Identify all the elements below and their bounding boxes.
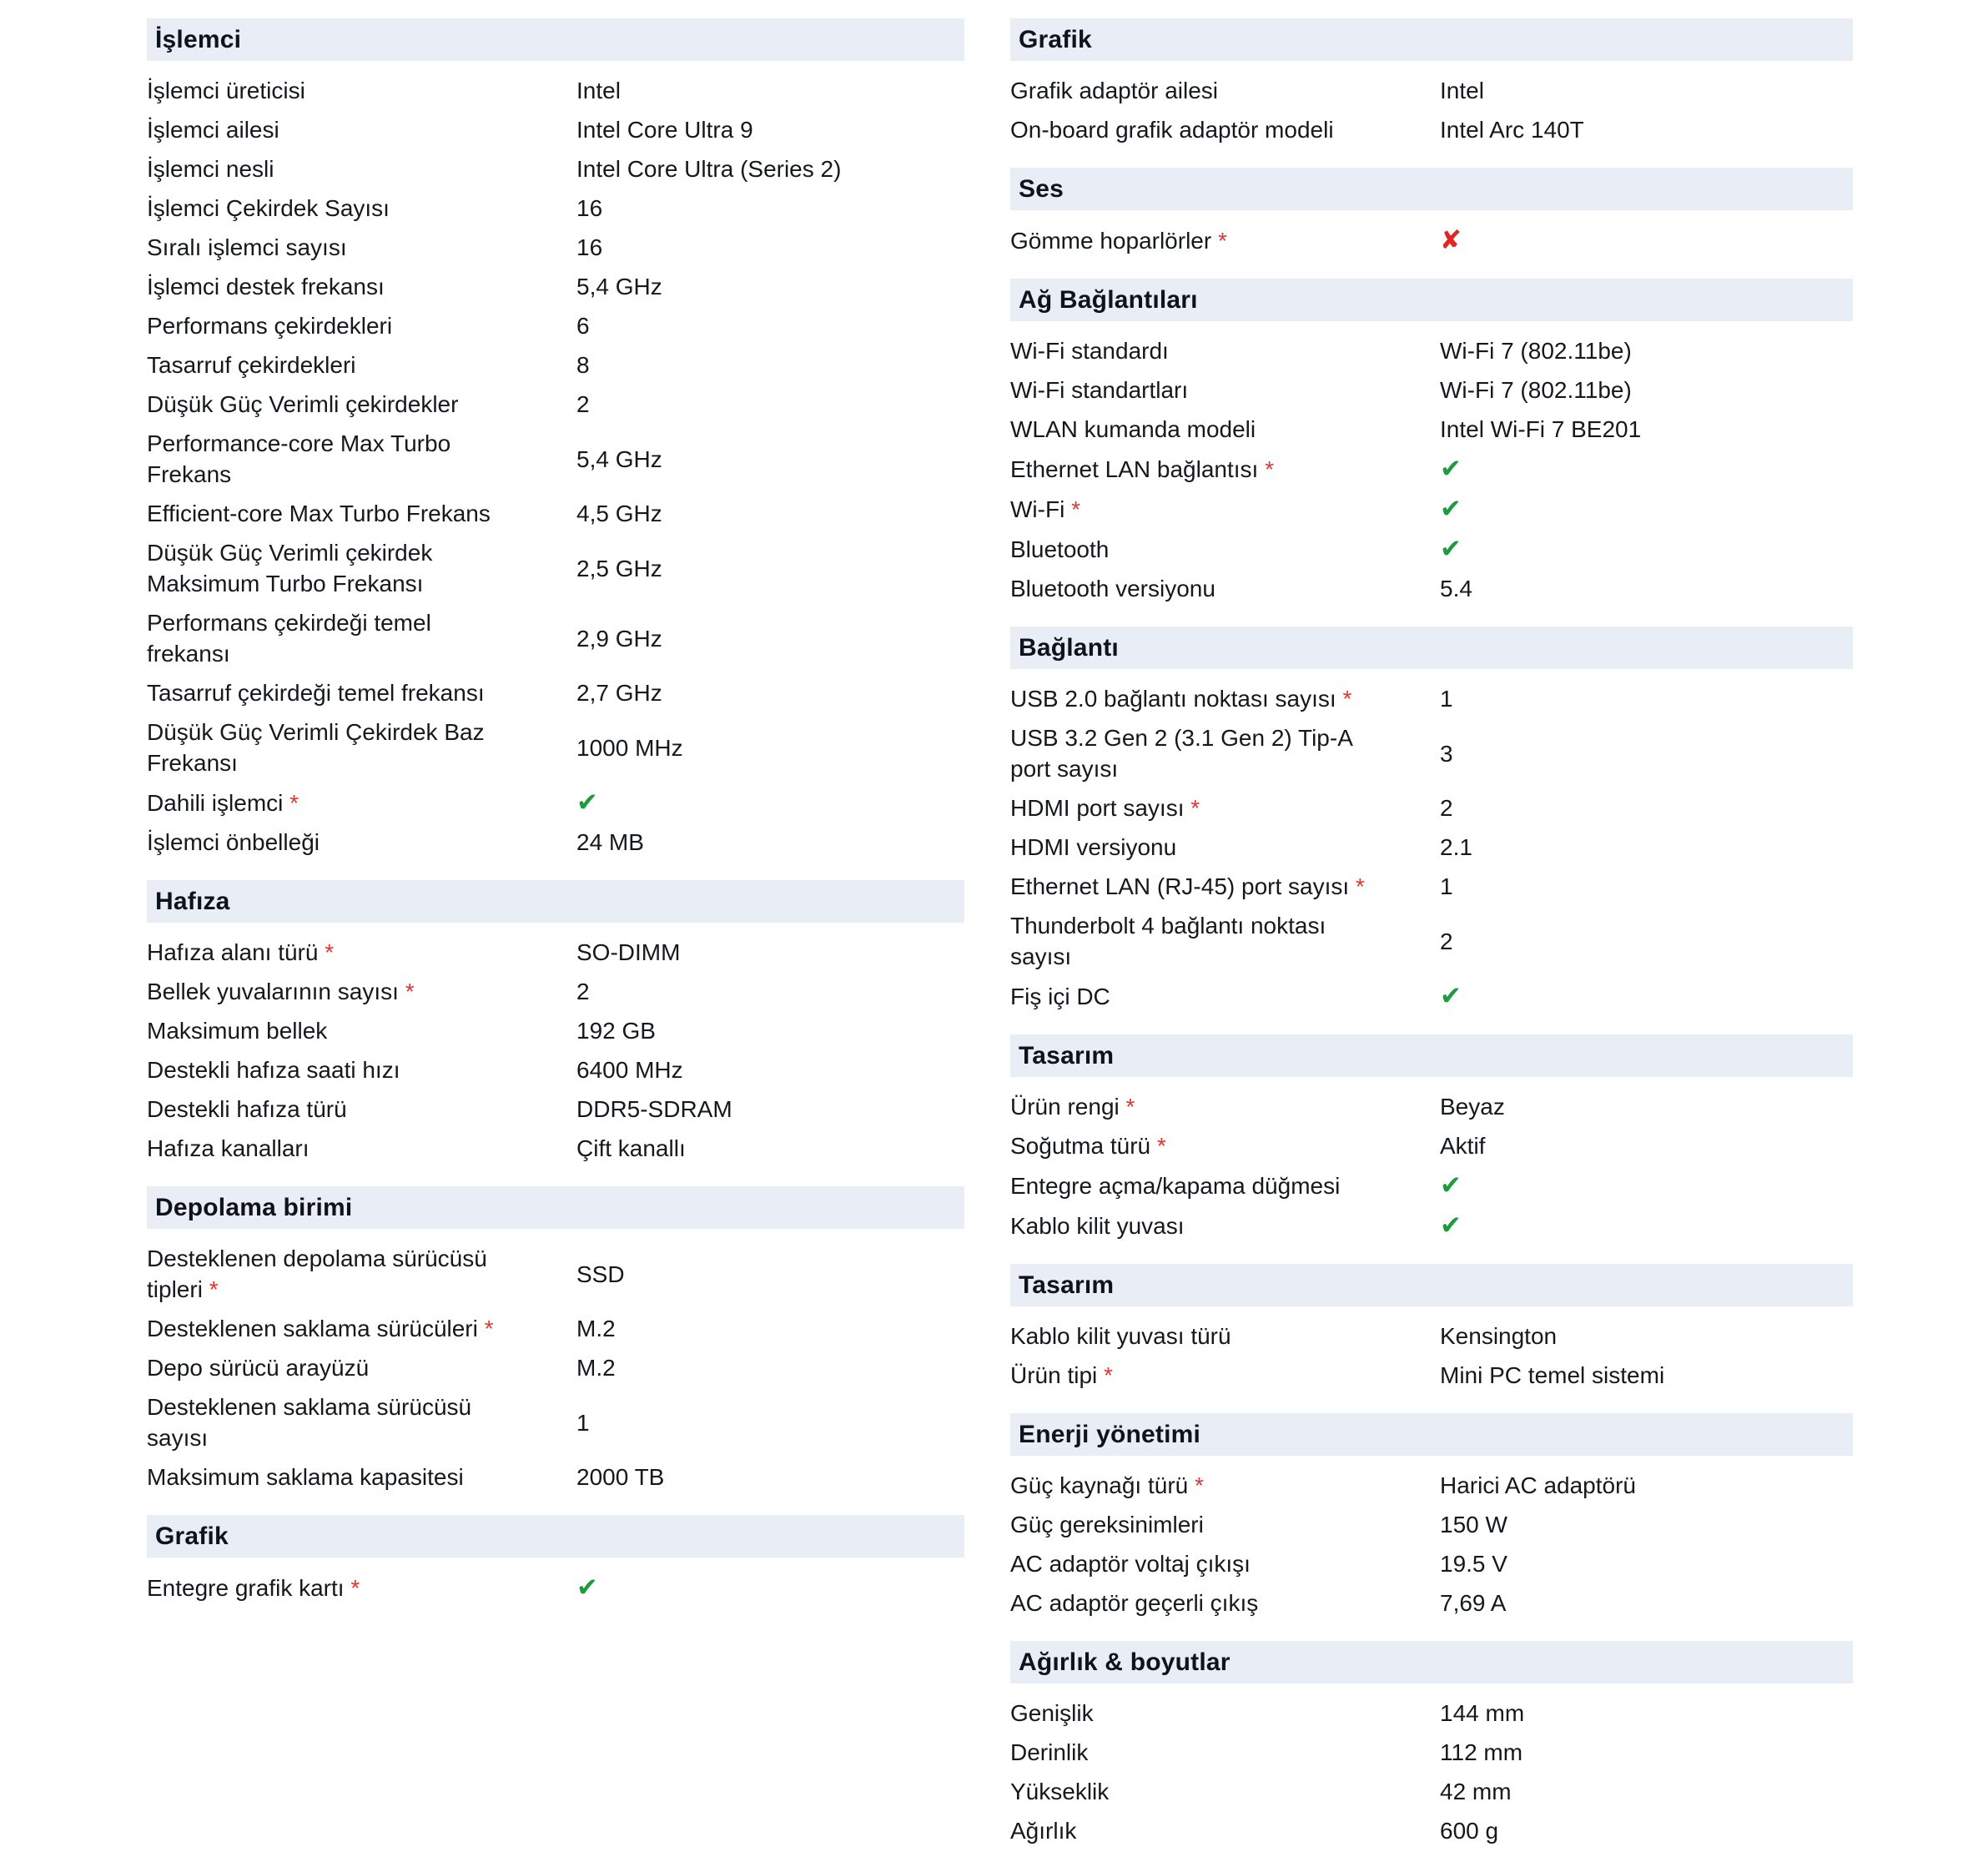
required-asterisk: * [202, 1276, 219, 1302]
spec-row [1010, 449, 1853, 489]
spec-value: Intel Core Ultra 9 [576, 117, 753, 143]
spec-label [1010, 1470, 1440, 1501]
spec-row [1010, 1544, 1853, 1583]
spec-label-text: HDMI versiyonu [1010, 834, 1177, 860]
required-asterisk: * [1336, 686, 1352, 712]
spec-row [147, 424, 964, 494]
spec-row [147, 189, 964, 228]
section-title: Ağırlık & boyutlar [1019, 1648, 1231, 1676]
spec-label [147, 1391, 576, 1453]
spec-label [147, 153, 576, 184]
spec-label [147, 1352, 576, 1383]
section-title: Tasarım [1019, 1041, 1115, 1069]
spec-value: DDR5-SDRAM [576, 1096, 732, 1122]
spec-label [147, 232, 576, 263]
required-asterisk: * [318, 939, 335, 965]
spec-row [147, 603, 964, 673]
check-icon: ✔ [1440, 981, 1462, 1010]
spec-label [1010, 1130, 1440, 1161]
section-header [147, 1186, 964, 1229]
spec-label [147, 75, 576, 106]
check-icon: ✔ [576, 1573, 598, 1602]
spec-row [1010, 1126, 1853, 1165]
spec-label-text: Wi-Fi standardı [1010, 338, 1169, 364]
spec-label-text: USB 3.2 Gen 2 (3.1 Gen 2) Tip-A port sayısı [1010, 725, 1352, 782]
spec-row [147, 783, 964, 823]
spec-label [1010, 1776, 1440, 1807]
required-asterisk: * [1349, 873, 1365, 899]
spec-row [1010, 788, 1853, 828]
section-title: Tasarım [1019, 1271, 1115, 1299]
spec-row [147, 933, 964, 972]
spec-row [1010, 110, 1853, 149]
spec-row [147, 673, 964, 712]
spec-row [1010, 220, 1853, 260]
spec-value: 2 [1440, 928, 1453, 954]
section-header [1010, 1641, 1853, 1683]
spec-value [1440, 493, 1853, 525]
spec-label [147, 1094, 576, 1125]
spec-label [147, 1462, 576, 1492]
spec-value [1440, 453, 1853, 485]
spec-value: 19.5 V [1440, 1551, 1507, 1577]
spec-label [1010, 454, 1440, 485]
spec-value: Mini PC temel sistemi [1440, 1362, 1665, 1388]
spec-label [147, 1015, 576, 1046]
spec-label [147, 114, 576, 145]
spec-label-text: Wi-Fi standartları [1010, 377, 1189, 403]
spec-value [576, 787, 964, 818]
spec-label [147, 677, 576, 708]
spec-label [147, 1313, 576, 1344]
spec-value: Aktif [1440, 1133, 1486, 1159]
spec-row [147, 1129, 964, 1168]
spec-label [1010, 871, 1440, 902]
spec-label-text: HDMI port sayısı [1010, 795, 1185, 821]
section-header [147, 1515, 964, 1558]
required-asterisk: * [344, 1574, 360, 1601]
spec-value: Intel Core Ultra (Series 2) [576, 156, 842, 182]
spec-label [1010, 1360, 1440, 1391]
spec-row [1010, 569, 1853, 608]
spec-column-left [147, 0, 964, 1608]
spec-label [147, 607, 576, 669]
required-asterisk: * [283, 789, 299, 816]
spec-label-text: Fiş içi DC [1010, 983, 1110, 1009]
spec-label-text: Entegre grafik kartı [147, 1574, 345, 1601]
spec-value: M.2 [576, 1316, 616, 1341]
spec-label [1010, 225, 1440, 256]
spec-label-text: Performance-core Max Turbo Frekans [147, 430, 451, 487]
spec-label-text: İşlemci nesli [147, 156, 274, 182]
spec-label-text: İşlemci ailesi [147, 117, 279, 143]
spec-value: Çift kanallı [576, 1135, 686, 1161]
spec-row [147, 1011, 964, 1050]
spec-row [1010, 1205, 1853, 1246]
spec-row [1010, 1316, 1853, 1356]
spec-value: 1000 MHz [576, 734, 683, 761]
spec-row [147, 306, 964, 345]
spec-label-text: Desteklenen saklama sürücüsü sayısı [147, 1394, 472, 1451]
spec-value: Harici AC adaptörü [1440, 1472, 1637, 1498]
spec-row [1010, 410, 1853, 449]
spec-label-text: Ürün rengi [1010, 1094, 1120, 1120]
spec-column-right [1010, 0, 1853, 1850]
spec-value: 16 [576, 234, 603, 260]
spec-label [147, 976, 576, 1007]
spec-value: 42 mm [1440, 1779, 1512, 1804]
spec-value: 6 [576, 313, 590, 339]
section-title: İşlemci [155, 25, 242, 53]
spec-label [1010, 1588, 1440, 1618]
spec-label [1010, 832, 1440, 863]
spec-label-text: Hafıza kanalları [147, 1135, 310, 1161]
spec-row [147, 712, 964, 783]
section-title: Ses [1019, 174, 1064, 203]
spec-label-text: Bluetooth versiyonu [1010, 576, 1215, 601]
spec-label-text: Maksimum saklama kapasitesi [147, 1464, 464, 1490]
required-asterisk: * [1119, 1094, 1135, 1120]
spec-row [147, 1348, 964, 1387]
spec-value: 2 [1440, 795, 1453, 821]
check-icon: ✔ [1440, 1210, 1462, 1240]
spec-label [1010, 494, 1440, 525]
spec-label [1010, 534, 1440, 565]
section-title: Enerji yönetimi [1019, 1420, 1201, 1448]
spec-label-text: Destekli hafıza saati hızı [147, 1057, 400, 1083]
spec-value: SO-DIMM [576, 939, 681, 965]
spec-label [1010, 414, 1440, 445]
spec-label-text: Kablo kilit yuvası türü [1010, 1323, 1231, 1349]
spec-label [147, 537, 576, 599]
section-header [1010, 168, 1853, 210]
spec-label [147, 1133, 576, 1164]
spec-label-text: Performans çekirdekleri [147, 313, 393, 339]
spec-label-text: Dahili işlemci [147, 789, 284, 816]
spec-label [1010, 1548, 1440, 1579]
spec-row [1010, 1356, 1853, 1395]
spec-row [1010, 71, 1853, 110]
spec-value: 2000 TB [576, 1464, 665, 1490]
spec-value: Beyaz [1440, 1094, 1505, 1120]
spec-value [1440, 533, 1853, 565]
spec-value: 144 mm [1440, 1700, 1525, 1726]
spec-label-text: Grafik adaptör ailesi [1010, 78, 1219, 103]
spec-label [1010, 335, 1440, 366]
spec-row [147, 149, 964, 189]
required-asterisk: * [398, 979, 415, 1004]
spec-value: SSD [576, 1261, 625, 1287]
spec-value: 2,5 GHz [576, 555, 662, 581]
spec-value: 5,4 GHz [576, 274, 662, 299]
spec-label-text: Efficient-core Max Turbo Frekans [147, 501, 491, 526]
spec-row [1010, 976, 1853, 1016]
spec-label [147, 1054, 576, 1085]
spec-label [147, 937, 576, 968]
spec-label [1010, 1321, 1440, 1351]
spec-label [1010, 1210, 1440, 1241]
spec-label-text: Düşük Güç Verimli Çekirdek Baz Frekansı [147, 719, 485, 776]
spec-value: 3 [1440, 740, 1453, 767]
spec-label-text: Depo sürücü arayüzü [147, 1355, 370, 1381]
spec-row [1010, 679, 1853, 718]
spec-label-text: Tasarruf çekirdekleri [147, 352, 356, 378]
spec-value: 7,69 A [1440, 1590, 1507, 1616]
spec-label-text: AC adaptör geçerli çıkış [1010, 1590, 1259, 1616]
spec-value [1440, 1170, 1853, 1201]
spec-label [147, 1243, 576, 1305]
spec-row [1010, 370, 1853, 410]
spec-value [1440, 980, 1853, 1012]
spec-label-text: Derinlik [1010, 1739, 1089, 1765]
spec-label-text: Destekli hafıza türü [147, 1096, 347, 1122]
spec-label-text: İşlemci önbelleği [147, 829, 320, 855]
spec-value: 1 [1440, 686, 1453, 712]
spec-label-text: Ethernet LAN (RJ-45) port sayısı [1010, 873, 1350, 899]
section-title: Grafik [1019, 25, 1092, 53]
spec-label-text: Ürün tipi [1010, 1362, 1098, 1388]
spec-value: Kensington [1440, 1323, 1558, 1349]
spec-label [147, 271, 576, 302]
spec-label [147, 428, 576, 490]
spec-row [147, 345, 964, 385]
spec-row [1010, 529, 1853, 569]
section-header [1010, 1034, 1853, 1077]
section-header [147, 880, 964, 923]
section-header [147, 18, 964, 61]
spec-label-text: Yükseklik [1010, 1779, 1110, 1804]
spec-value [1440, 224, 1853, 256]
spec-label-text: Ethernet LAN bağlantısı [1010, 455, 1259, 482]
section-title: Grafik [155, 1522, 229, 1550]
spec-row [1010, 1693, 1853, 1733]
spec-label-text: WLAN kumanda modeli [1010, 416, 1256, 442]
spec-row [1010, 1165, 1853, 1205]
spec-label-text: Hafıza alanı türü [147, 939, 319, 965]
spec-value [1440, 1210, 1853, 1241]
required-asterisk: * [477, 1316, 494, 1341]
spec-label [1010, 375, 1440, 405]
spec-row [147, 385, 964, 424]
spec-value: 2 [576, 391, 590, 417]
spec-label [1010, 793, 1440, 823]
spec-value: 2 [576, 979, 590, 1004]
spec-label [1010, 910, 1440, 972]
required-asterisk: * [1150, 1133, 1166, 1159]
spec-row [1010, 1466, 1853, 1505]
check-icon: ✔ [1440, 494, 1462, 523]
spec-row [147, 972, 964, 1011]
spec-label [1010, 1091, 1440, 1122]
spec-label-text: Bellek yuvalarının sayısı [147, 979, 399, 1004]
check-icon: ✔ [1440, 1170, 1462, 1200]
spec-value: 5.4 [1440, 576, 1472, 601]
spec-label-text: Ağırlık [1010, 1818, 1077, 1844]
spec-label [1010, 1815, 1440, 1846]
spec-value: Intel [576, 78, 621, 103]
spec-label-text: Performans çekirdeği temel frekansı [147, 610, 431, 667]
spec-row [147, 1387, 964, 1457]
spec-value: 24 MB [576, 829, 644, 855]
spec-value: Wi-Fi 7 (802.11be) [1440, 338, 1632, 364]
spec-row [147, 1239, 964, 1309]
spec-row [1010, 1087, 1853, 1126]
spec-label-text: Düşük Güç Verimli çekirdek Maksimum Turbo Frekansı [147, 540, 433, 596]
spec-label-text: Genişlik [1010, 1700, 1094, 1726]
spec-value: 2,7 GHz [576, 680, 662, 706]
spec-label-text: Tasarruf çekirdeği temel frekansı [147, 680, 485, 706]
spec-label-text: Bluetooth [1010, 536, 1110, 562]
section-title: Hafıza [155, 887, 230, 915]
spec-row [1010, 867, 1853, 906]
spec-label-text: USB 2.0 bağlantı noktası sayısı [1010, 686, 1336, 712]
spec-label-text: Düşük Güç Verimli çekirdekler [147, 391, 459, 417]
section-header [1010, 279, 1853, 321]
spec-label [1010, 1737, 1440, 1768]
spec-label-text: Güç kaynağı türü [1010, 1472, 1189, 1498]
check-icon: ✔ [1440, 534, 1462, 563]
required-asterisk: * [1097, 1362, 1113, 1388]
spec-value: Intel Wi-Fi 7 BE201 [1440, 416, 1642, 442]
spec-label [1010, 1509, 1440, 1540]
required-asterisk: * [1188, 1472, 1204, 1498]
spec-row [147, 228, 964, 267]
spec-value: 4,5 GHz [576, 501, 662, 526]
spec-row [1010, 1733, 1853, 1772]
cross-icon: ✘ [1440, 225, 1462, 254]
section-header [1010, 627, 1853, 669]
spec-row [147, 494, 964, 533]
spec-value: Intel [1440, 78, 1484, 103]
section-title: Depolama birimi [155, 1193, 353, 1221]
spec-label-text: Maksimum bellek [147, 1018, 328, 1044]
spec-label [147, 389, 576, 420]
spec-value: Intel Arc 140T [1440, 117, 1584, 143]
spec-label-text: İşlemci Çekirdek Sayısı [147, 195, 390, 221]
spec-row [1010, 828, 1853, 867]
spec-label-text: İşlemci üreticisi [147, 78, 305, 103]
required-asterisk: * [1184, 795, 1200, 821]
spec-label [147, 717, 576, 778]
spec-label [147, 350, 576, 380]
spec-value: Wi-Fi 7 (802.11be) [1440, 377, 1632, 403]
spec-value: 5,4 GHz [576, 445, 662, 472]
required-asterisk: * [1211, 227, 1227, 254]
spec-row [1010, 718, 1853, 788]
spec-label [1010, 573, 1440, 604]
spec-value: 150 W [1440, 1512, 1507, 1537]
spec-label [1010, 114, 1440, 145]
required-asterisk: * [1064, 496, 1080, 522]
spec-label-text: Sıralı işlemci sayısı [147, 234, 347, 260]
spec-label [147, 193, 576, 224]
spec-label [147, 827, 576, 858]
spec-label [147, 1573, 576, 1603]
spec-row [1010, 1583, 1853, 1623]
spec-row [147, 1457, 964, 1497]
spec-row [147, 823, 964, 862]
spec-value: 600 g [1440, 1818, 1499, 1844]
spec-label-text: Entegre açma/kapama düğmesi [1010, 1172, 1341, 1199]
spec-value: 192 GB [576, 1018, 656, 1044]
spec-value: 6400 MHz [576, 1057, 683, 1083]
spec-value: M.2 [576, 1355, 616, 1381]
spec-label-text: Desteklenen saklama sürücüleri [147, 1316, 478, 1341]
spec-label-text: Kablo kilit yuvası [1010, 1212, 1185, 1239]
section-title: Bağlantı [1019, 633, 1119, 662]
spec-row [1010, 1772, 1853, 1811]
spec-row [1010, 489, 1853, 529]
spec-label-text: Güç gereksinimleri [1010, 1512, 1204, 1537]
spec-label [1010, 1698, 1440, 1729]
spec-label-text: AC adaptör voltaj çıkışı [1010, 1551, 1251, 1577]
spec-label-text: Thunderbolt 4 bağlantı noktası sayısı [1010, 913, 1326, 969]
spec-label [1010, 981, 1440, 1012]
spec-label-text: Desteklenen depolama sürücüsü tipleri [147, 1246, 487, 1302]
section-title: Ağ Bağlantıları [1019, 285, 1198, 314]
spec-label-text: On-board grafik adaptör modeli [1010, 117, 1334, 143]
spec-row [147, 1090, 964, 1129]
spec-label [1010, 683, 1440, 714]
spec-label-text: Soğutma türü [1010, 1133, 1151, 1159]
spec-label-text: İşlemci destek frekansı [147, 274, 385, 299]
section-header [1010, 1413, 1853, 1456]
spec-row [147, 533, 964, 603]
spec-value: 1 [576, 1409, 590, 1436]
spec-row [147, 1309, 964, 1348]
spec-row [147, 71, 964, 110]
spec-value: 16 [576, 195, 603, 221]
spec-row [1010, 1505, 1853, 1544]
spec-value: 2,9 GHz [576, 625, 662, 652]
required-asterisk: * [1258, 455, 1274, 482]
spec-row [1010, 1811, 1853, 1850]
spec-row [1010, 906, 1853, 976]
spec-label [1010, 75, 1440, 106]
spec-row [147, 110, 964, 149]
spec-label [147, 310, 576, 341]
spec-row [147, 267, 964, 306]
spec-row [1010, 331, 1853, 370]
spec-label [147, 498, 576, 529]
spec-label [1010, 1170, 1440, 1201]
check-icon: ✔ [1440, 454, 1462, 483]
spec-value: 112 mm [1440, 1739, 1523, 1765]
spec-value: 8 [576, 352, 590, 378]
spec-label [1010, 722, 1440, 784]
spec-row [147, 1568, 964, 1608]
spec-row [147, 1050, 964, 1090]
spec-label [147, 788, 576, 818]
section-header [1010, 1264, 1853, 1306]
spec-value [576, 1572, 964, 1603]
spec-value: 1 [1440, 873, 1453, 899]
spec-label-text: Gömme hoparlörler [1010, 227, 1212, 254]
section-header [1010, 18, 1853, 61]
spec-value: 2.1 [1440, 834, 1472, 860]
spec-label-text: Wi-Fi [1010, 496, 1065, 522]
check-icon: ✔ [576, 788, 598, 817]
